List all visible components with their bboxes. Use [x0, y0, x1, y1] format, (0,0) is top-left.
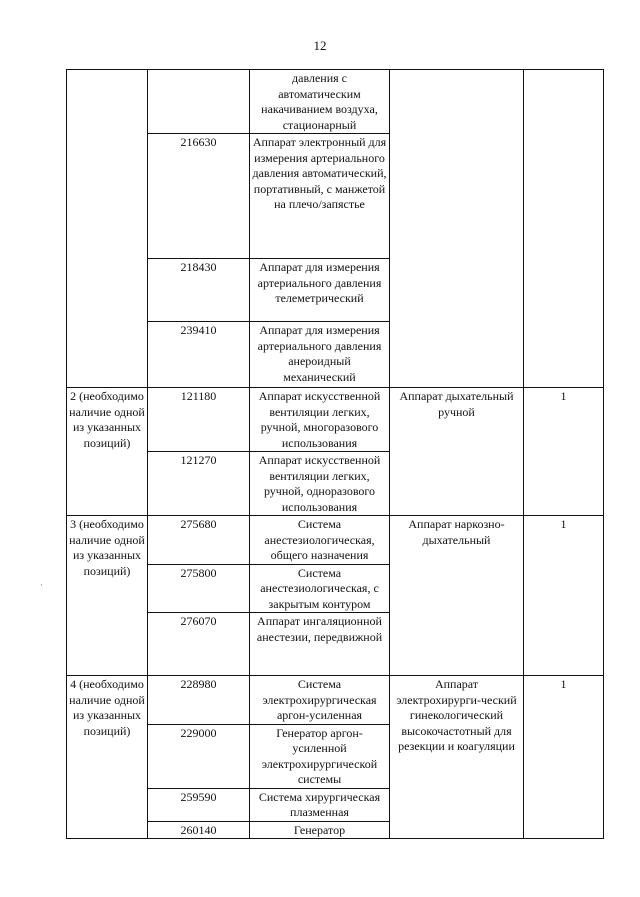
table-row [67, 676, 604, 725]
code-cell: 259590 [148, 788, 250, 821]
group-number-cell [67, 70, 148, 388]
code-cell: 239410 [148, 322, 250, 388]
group-number-cell: 3 (необходимо наличие одной из указанных позиций) [67, 516, 148, 676]
table-row [67, 516, 604, 565]
name-cell: давления с автоматическим накачиванием воздуха, стационарный [250, 70, 390, 134]
code-cell: 275800 [148, 564, 250, 613]
name-cell: Аппарат искусственной вентиляции легких, ручной, многоразового использования [250, 388, 390, 452]
equipment-table [66, 69, 604, 839]
name-cell: Аппарат ингаляционной анестезии, передвижной [250, 613, 390, 676]
code-cell: 216630 [148, 134, 250, 259]
quantity-cell: 1 [524, 388, 604, 516]
code-cell: 275680 [148, 516, 250, 565]
name-cell: Система анестезиологическая, общего назначения [250, 516, 390, 565]
device-cell: Аппарат наркозно-дыхательный [390, 516, 524, 676]
table-row [67, 70, 604, 134]
code-cell: 218430 [148, 259, 250, 322]
code-cell: 121270 [148, 452, 250, 516]
name-cell: Аппарат для измерения артериального давления анероидный механический [250, 322, 390, 388]
name-cell: Аппарат искусственной вентиляции легких, ручной, одноразового использования [250, 452, 390, 516]
device-cell [390, 70, 524, 388]
name-cell: Система электрохирургическая аргон-усиленная [250, 676, 390, 725]
code-cell: 276070 [148, 613, 250, 676]
name-cell: Система анестезиологическая, с закрытым контуром [250, 564, 390, 613]
quantity-cell: 1 [524, 676, 604, 839]
quantity-cell: 1 [524, 516, 604, 676]
device-cell: Аппарат дыхательный ручной [390, 388, 524, 516]
device-cell: Аппарат электрохирурги-ческий гинекологический высокочастотный для резекции и коагуляции [390, 676, 524, 839]
name-cell: Аппарат электронный для измерения артериального давления автоматический, портативный, с манжетой на плечо/запястье [250, 134, 390, 259]
quantity-cell [524, 70, 604, 388]
code-cell: 260140 [148, 821, 250, 839]
margin-mark: · [40, 580, 43, 590]
code-cell [148, 70, 250, 134]
group-number-cell: 2 (необходимо наличие одной из указанных позиций) [67, 388, 148, 516]
name-cell: Генератор аргон-усиленной электрохирургической системы [250, 724, 390, 788]
code-cell: 228980 [148, 676, 250, 725]
page-number: 12 [313, 38, 327, 53]
group-number-cell: 4 (необходимо наличие одной из указанных позиций) [67, 676, 148, 839]
code-cell: 121180 [148, 388, 250, 452]
name-cell: Аппарат для измерения артериального давления телеметрический [250, 259, 390, 322]
name-cell: Система хирургическая плазменная [250, 788, 390, 821]
name-cell: Генератор [250, 821, 390, 839]
table-row [67, 388, 604, 452]
code-cell: 229000 [148, 724, 250, 788]
